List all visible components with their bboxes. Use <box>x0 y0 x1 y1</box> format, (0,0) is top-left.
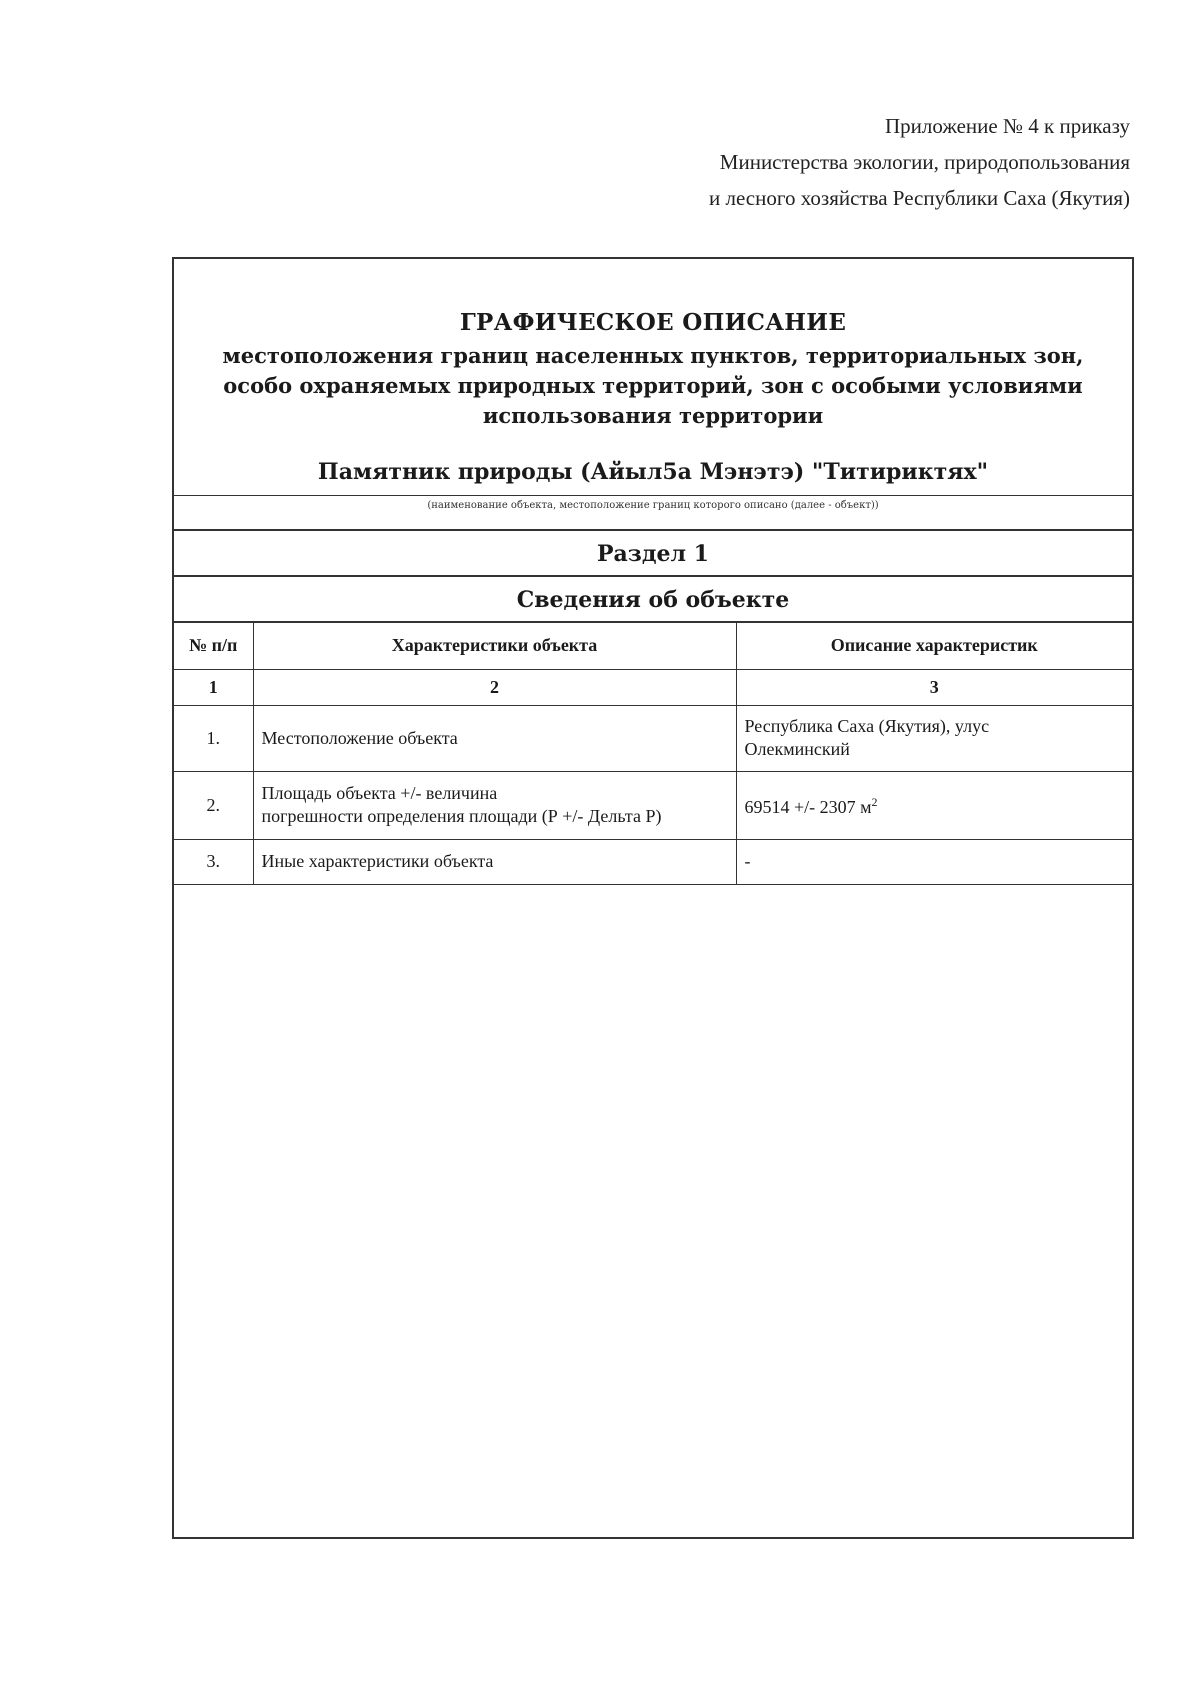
main-title: ГРАФИЧЕСКОЕ ОПИСАНИЕ <box>459 309 847 336</box>
row-description-line-1: - <box>744 851 751 871</box>
square-superscript: 2 <box>871 795 878 809</box>
sub-title-line-2: особо охраняемых природных территорий, зон с особыми условиями <box>223 373 1083 398</box>
column-number-row <box>174 669 1132 705</box>
row-number: 1. <box>174 705 253 771</box>
column-number-3: 3 <box>736 669 1132 705</box>
row-description <box>736 839 1132 884</box>
section-heading: Сведения об объекте <box>174 577 1132 623</box>
object-name-hint: (наименование объекта, местоположение границ которого описано (далее - объект)) <box>427 500 879 511</box>
row-number: 3. <box>174 839 253 884</box>
table-row <box>174 705 1132 771</box>
object-name: Памятник природы (Айыл5а Мэнэтэ) "Титириктях" <box>317 459 989 485</box>
row-description-line-1: 69514 +/- 2307 м <box>744 797 872 817</box>
row-description <box>736 771 1132 839</box>
column-number-2: 2 <box>253 669 736 705</box>
row-description-line-2: Олекминский <box>744 739 850 759</box>
header-description: Описание характеристик <box>736 623 1132 669</box>
appendix-header <box>709 108 1130 216</box>
row-characteristic-line-2: погрешности определения площади (Р +/- Дельта Р) <box>261 806 662 826</box>
row-characteristic-line-1: Иные характеристики объекта <box>261 851 494 871</box>
row-characteristic-line-1: Местоположение объекта <box>261 727 458 748</box>
appendix-line-1: Приложение № 4 к приказу <box>885 114 1130 138</box>
section-label: Раздел 1 <box>174 531 1132 577</box>
table-header-row <box>174 623 1132 669</box>
title-block <box>174 259 1132 449</box>
row-characteristic <box>253 705 736 771</box>
appendix-line-2: Министерства экологии, природопользования <box>719 150 1130 174</box>
sub-title-line-3: использования территории <box>482 403 824 428</box>
header-characteristics: Характеристики объекта <box>253 623 736 669</box>
object-info-table <box>174 623 1132 885</box>
row-number: 2. <box>174 771 253 839</box>
object-name-underline <box>174 495 1132 496</box>
row-description <box>736 705 1132 771</box>
sub-title-line-1: местоположения границ населенных пунктов, территориальных зон, <box>222 343 1084 368</box>
row-characteristic-line-1: Площадь объекта +/- величина <box>261 783 498 803</box>
row-characteristic <box>253 771 736 839</box>
header-number: № п/п <box>174 623 253 669</box>
appendix-line-3: и лесного хозяйства Республики Саха (Якутия) <box>708 186 1130 210</box>
table-row <box>174 771 1132 839</box>
document-frame <box>172 257 1134 1539</box>
column-number-1: 1 <box>174 669 253 705</box>
row-description-line-1: Республика Саха (Якутия), улус <box>744 716 990 736</box>
sub-title <box>194 341 1112 431</box>
table-row <box>174 839 1132 884</box>
row-characteristic <box>253 839 736 884</box>
